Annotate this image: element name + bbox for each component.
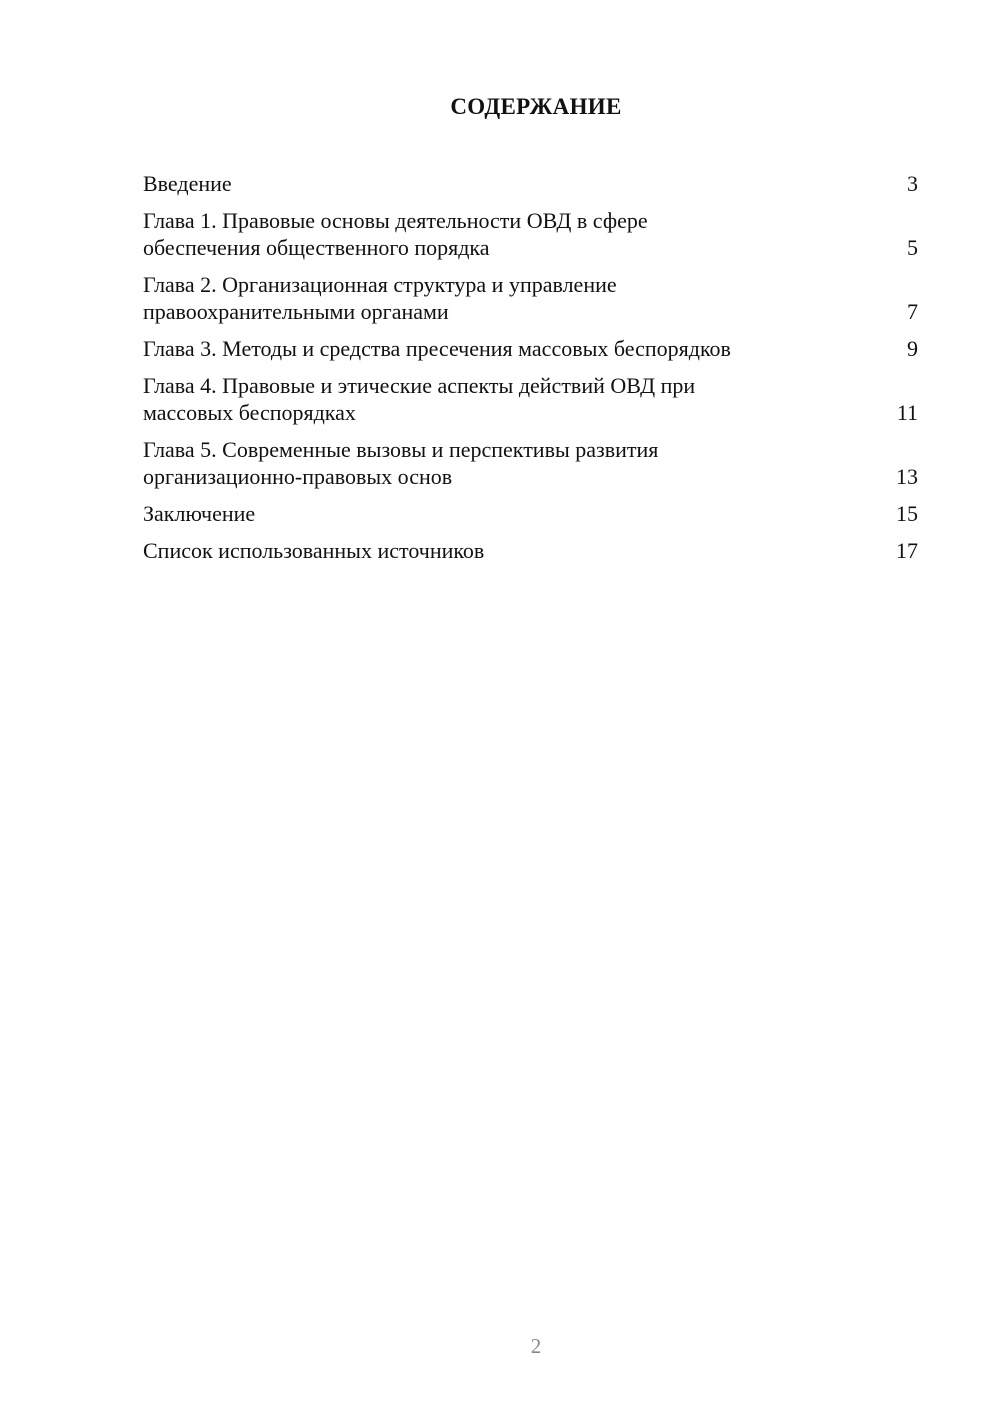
toc-entry-page: 15 [896,501,918,526]
toc-entry-chapter-1 [143,207,918,261]
toc-entry-page: 5 [907,235,918,260]
toc-entry-references [143,537,918,564]
toc-entry-introduction [143,170,918,197]
toc-entry-chapter-2 [143,271,918,325]
toc-entry-title: Глава 3. Методы и средства пресечения массовых беспорядков [143,336,731,361]
toc-entry-chapter-4 [143,372,918,426]
page-number: 2 [530,1334,542,1358]
toc-title: СОДЕРЖАНИЕ [450,94,622,119]
toc-entry-title: Глава 1. Правовые основы деятельности ОВД в сфере обеспечения общественного порядка [143,208,648,260]
toc-entry-page: 7 [907,299,918,324]
toc-entry-page: 9 [907,336,918,361]
toc-entry-title: Введение [143,171,232,196]
toc-entry-title: Заключение [143,501,256,526]
toc-entry-page: 13 [896,464,918,489]
toc-entry-title: Глава 4. Правовые и этические аспекты действий ОВД при массовых беспорядках [143,373,696,425]
toc-entry-conclusion [143,500,918,527]
toc-entry-chapter-3 [143,335,918,362]
table-of-contents [143,170,918,574]
toc-entry-page: 17 [896,538,918,563]
toc-entry-page: 3 [907,171,918,196]
toc-entry-title: Глава 5. Современные вызовы и перспективы развития организационно-правовых основ [143,437,659,489]
toc-entry-title: Глава 2. Организационная структура и управление правоохранительными органами [143,272,617,324]
toc-entry-page: 11 [896,400,918,425]
toc-entry-chapter-5 [143,436,918,490]
toc-entry-title: Список использованных источников [143,538,485,563]
